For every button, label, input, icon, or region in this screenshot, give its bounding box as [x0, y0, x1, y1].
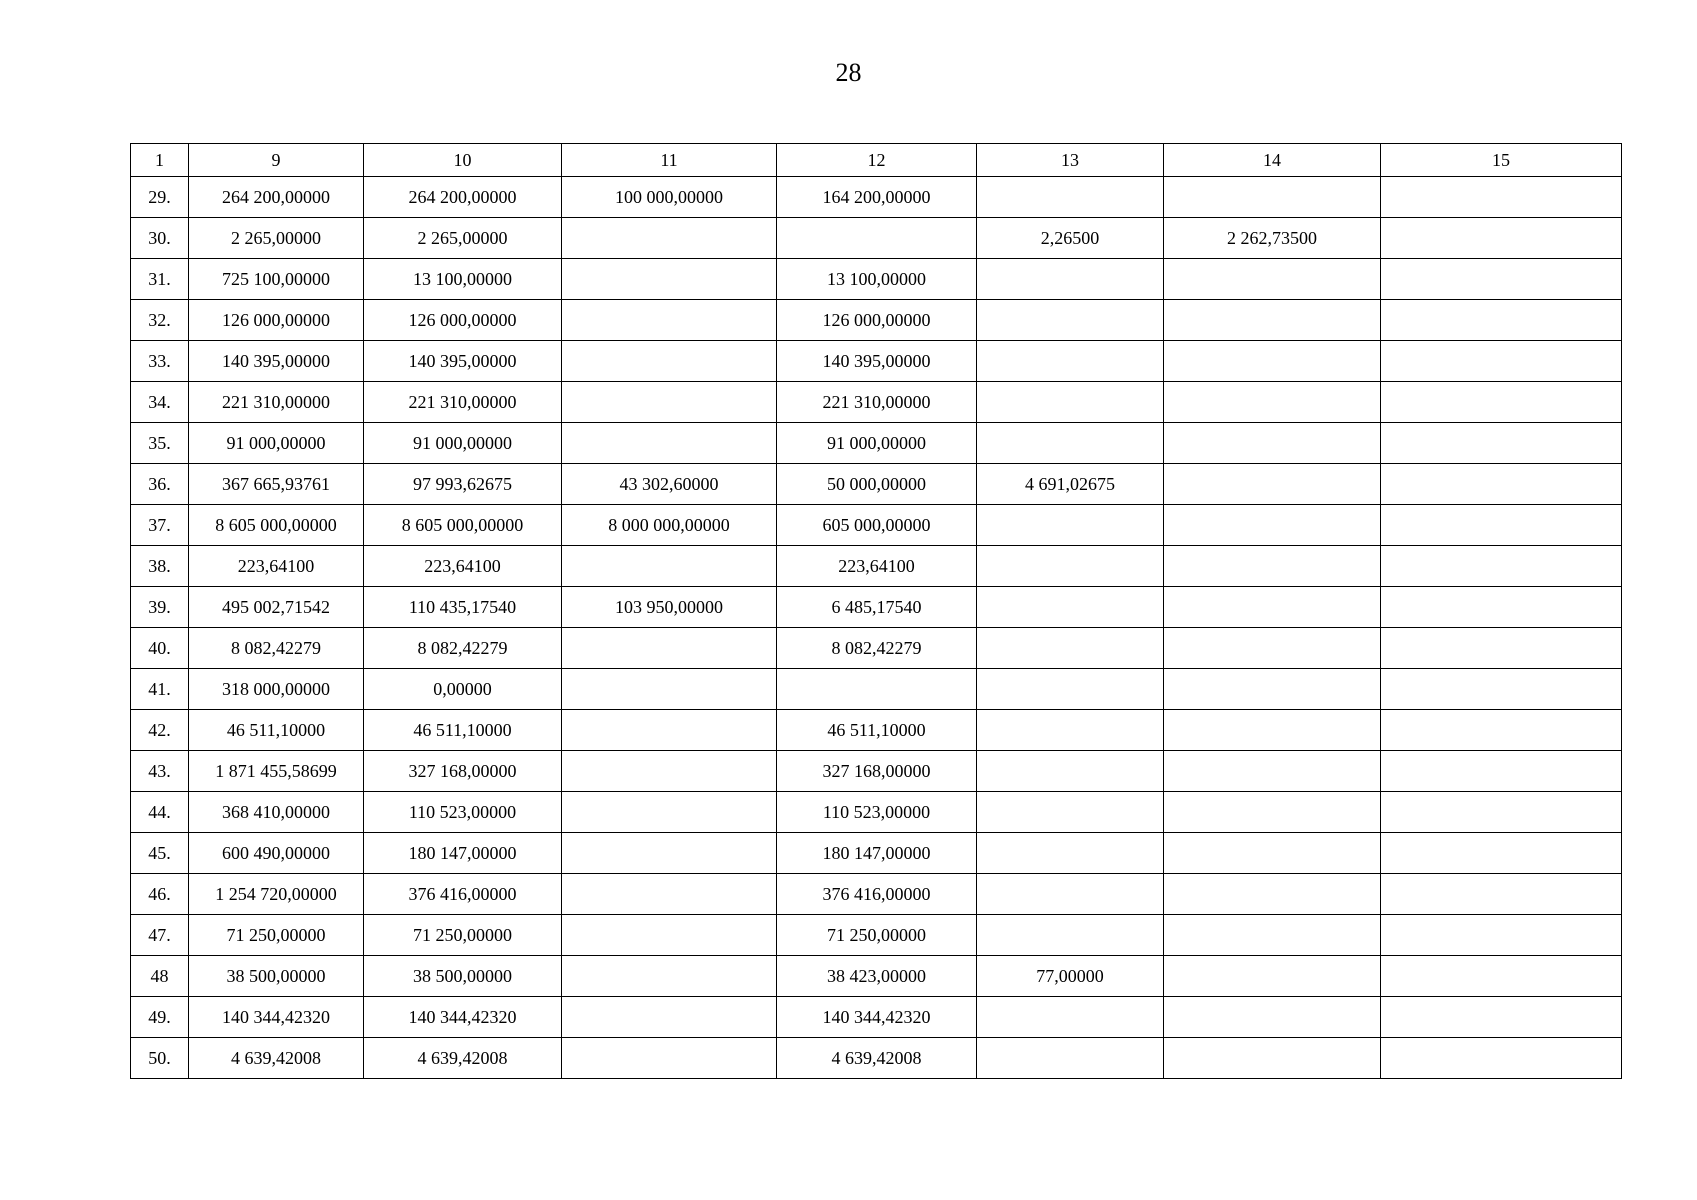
row-number-cell: 32. [131, 300, 189, 341]
table-cell [1381, 710, 1622, 751]
table-cell [1381, 915, 1622, 956]
table-row [131, 423, 1622, 464]
table-cell [977, 1038, 1164, 1079]
table-cell: 1 871 455,58699 [189, 751, 364, 792]
table-cell [1381, 218, 1622, 259]
table-cell: 376 416,00000 [364, 874, 562, 915]
row-number-cell: 38. [131, 546, 189, 587]
table-cell [1164, 341, 1381, 382]
table-cell: 4 639,42008 [364, 1038, 562, 1079]
table-cell [1381, 956, 1622, 997]
table-cell: 91 000,00000 [364, 423, 562, 464]
table-cell: 2,26500 [977, 218, 1164, 259]
table-cell [977, 792, 1164, 833]
table-cell: 8 082,42279 [364, 628, 562, 669]
column-header-cell: 9 [189, 144, 364, 177]
table-cell: 2 265,00000 [189, 218, 364, 259]
table-cell: 103 950,00000 [562, 587, 777, 628]
table-cell: 140 344,42320 [189, 997, 364, 1038]
table-cell: 327 168,00000 [364, 751, 562, 792]
table-cell: 368 410,00000 [189, 792, 364, 833]
table-cell [977, 505, 1164, 546]
table-cell [562, 751, 777, 792]
table-cell [1381, 341, 1622, 382]
row-number-cell: 31. [131, 259, 189, 300]
table-cell: 38 423,00000 [777, 956, 977, 997]
table-cell [977, 587, 1164, 628]
table-cell [1164, 710, 1381, 751]
row-number-cell: 33. [131, 341, 189, 382]
column-header-cell: 11 [562, 144, 777, 177]
table-cell [1164, 300, 1381, 341]
table-cell: 264 200,00000 [189, 177, 364, 218]
table-cell: 0,00000 [364, 669, 562, 710]
table-cell: 110 523,00000 [777, 792, 977, 833]
table-cell [562, 874, 777, 915]
table-cell [977, 423, 1164, 464]
table-cell [562, 915, 777, 956]
table-cell [562, 218, 777, 259]
table-cell: 140 344,42320 [364, 997, 562, 1038]
table-cell: 327 168,00000 [777, 751, 977, 792]
table-cell [562, 669, 777, 710]
table-cell: 140 344,42320 [777, 997, 977, 1038]
table-cell [1381, 259, 1622, 300]
table-cell: 126 000,00000 [364, 300, 562, 341]
table-body [131, 144, 1622, 1079]
table-cell [562, 341, 777, 382]
table-cell [1381, 997, 1622, 1038]
table-cell: 71 250,00000 [777, 915, 977, 956]
table-row [131, 300, 1622, 341]
column-header-cell: 10 [364, 144, 562, 177]
table-row [131, 382, 1622, 423]
table-row [131, 669, 1622, 710]
table-cell: 43 302,60000 [562, 464, 777, 505]
table-cell: 180 147,00000 [777, 833, 977, 874]
table-cell [977, 382, 1164, 423]
row-number-cell: 48 [131, 956, 189, 997]
row-number-cell: 37. [131, 505, 189, 546]
table-cell: 100 000,00000 [562, 177, 777, 218]
table-cell [1164, 833, 1381, 874]
row-number-cell: 50. [131, 1038, 189, 1079]
table-cell [1164, 587, 1381, 628]
table-cell: 725 100,00000 [189, 259, 364, 300]
table-cell [1164, 915, 1381, 956]
table-cell: 91 000,00000 [189, 423, 364, 464]
table-row [131, 628, 1622, 669]
table-cell [977, 300, 1164, 341]
table-cell: 367 665,93761 [189, 464, 364, 505]
table-cell [977, 546, 1164, 587]
table-cell: 180 147,00000 [364, 833, 562, 874]
table-cell [1381, 177, 1622, 218]
table-cell: 2 262,73500 [1164, 218, 1381, 259]
table-cell [562, 997, 777, 1038]
table-cell [1381, 587, 1622, 628]
table-cell [1381, 833, 1622, 874]
table-cell: 223,64100 [364, 546, 562, 587]
table-cell: 221 310,00000 [777, 382, 977, 423]
table-row [131, 997, 1622, 1038]
table-row [131, 915, 1622, 956]
table-row [131, 464, 1622, 505]
table-cell [562, 710, 777, 751]
column-header-row [131, 144, 1622, 177]
table-cell [1164, 997, 1381, 1038]
table-cell: 2 265,00000 [364, 218, 562, 259]
table-cell: 221 310,00000 [364, 382, 562, 423]
table-cell: 13 100,00000 [364, 259, 562, 300]
table-cell: 126 000,00000 [777, 300, 977, 341]
table-cell: 38 500,00000 [364, 956, 562, 997]
table-row [131, 546, 1622, 587]
table-row [131, 792, 1622, 833]
table-cell [1164, 628, 1381, 669]
table-cell [562, 423, 777, 464]
table-cell: 8 082,42279 [777, 628, 977, 669]
table-cell [1381, 792, 1622, 833]
table-cell [1164, 464, 1381, 505]
table-cell [562, 833, 777, 874]
table-cell [977, 874, 1164, 915]
table-cell [1381, 382, 1622, 423]
table-cell [1381, 423, 1622, 464]
table-cell [1164, 423, 1381, 464]
row-number-cell: 49. [131, 997, 189, 1038]
table-cell [562, 259, 777, 300]
table-cell [1381, 464, 1622, 505]
table-cell [977, 997, 1164, 1038]
table-cell [977, 710, 1164, 751]
table-cell [1164, 1038, 1381, 1079]
table-cell: 140 395,00000 [364, 341, 562, 382]
table-cell: 223,64100 [189, 546, 364, 587]
table-cell [1381, 546, 1622, 587]
table-cell [562, 628, 777, 669]
table-row [131, 751, 1622, 792]
table-cell: 376 416,00000 [777, 874, 977, 915]
table-cell: 495 002,71542 [189, 587, 364, 628]
table-cell [562, 792, 777, 833]
row-number-cell: 47. [131, 915, 189, 956]
row-number-cell: 45. [131, 833, 189, 874]
table-cell [1164, 505, 1381, 546]
table-cell [1164, 177, 1381, 218]
table-row [131, 341, 1622, 382]
row-number-cell: 34. [131, 382, 189, 423]
table-row [131, 956, 1622, 997]
row-number-cell: 35. [131, 423, 189, 464]
row-number-cell: 41. [131, 669, 189, 710]
table-row [131, 587, 1622, 628]
table-cell: 13 100,00000 [777, 259, 977, 300]
table-cell: 38 500,00000 [189, 956, 364, 997]
table-cell: 50 000,00000 [777, 464, 977, 505]
table-cell: 8 000 000,00000 [562, 505, 777, 546]
table-cell [977, 751, 1164, 792]
column-header-cell: 12 [777, 144, 977, 177]
table-cell [1381, 751, 1622, 792]
table-cell: 1 254 720,00000 [189, 874, 364, 915]
table-cell [1381, 505, 1622, 546]
table-cell: 6 485,17540 [777, 587, 977, 628]
table-cell: 77,00000 [977, 956, 1164, 997]
table-cell [1164, 792, 1381, 833]
table-cell [977, 259, 1164, 300]
table-cell [977, 177, 1164, 218]
table-cell [977, 669, 1164, 710]
table-cell [1381, 874, 1622, 915]
row-number-cell: 29. [131, 177, 189, 218]
row-number-cell: 30. [131, 218, 189, 259]
row-number-cell: 40. [131, 628, 189, 669]
table-cell [977, 628, 1164, 669]
row-number-cell: 44. [131, 792, 189, 833]
table-cell: 164 200,00000 [777, 177, 977, 218]
table-cell: 8 605 000,00000 [364, 505, 562, 546]
table-cell: 110 523,00000 [364, 792, 562, 833]
table-cell [1164, 546, 1381, 587]
table-row [131, 833, 1622, 874]
table-cell: 140 395,00000 [189, 341, 364, 382]
table-row [131, 505, 1622, 546]
table-cell [562, 956, 777, 997]
table-cell: 4 691,02675 [977, 464, 1164, 505]
table-row [131, 1038, 1622, 1079]
table-cell [1381, 628, 1622, 669]
table-cell [1164, 382, 1381, 423]
table-cell: 46 511,10000 [189, 710, 364, 751]
table-cell [1164, 874, 1381, 915]
page-number: 28 [835, 58, 862, 87]
table-cell: 140 395,00000 [777, 341, 977, 382]
table-cell [562, 1038, 777, 1079]
table-cell: 71 250,00000 [364, 915, 562, 956]
table-cell [777, 669, 977, 710]
table-cell [562, 300, 777, 341]
table-cell: 8 605 000,00000 [189, 505, 364, 546]
column-header-cell: 1 [131, 144, 189, 177]
data-table [130, 143, 1622, 1079]
column-header-cell: 13 [977, 144, 1164, 177]
table-row [131, 177, 1622, 218]
table-cell [1381, 1038, 1622, 1079]
table-cell [777, 218, 977, 259]
table-row [131, 710, 1622, 751]
table-cell: 605 000,00000 [777, 505, 977, 546]
table-cell [1381, 669, 1622, 710]
row-number-cell: 43. [131, 751, 189, 792]
table-cell [1381, 300, 1622, 341]
table-row [131, 259, 1622, 300]
table-cell [977, 915, 1164, 956]
table-cell [562, 546, 777, 587]
table-cell [1164, 669, 1381, 710]
row-number-cell: 42. [131, 710, 189, 751]
table-cell: 110 435,17540 [364, 587, 562, 628]
table-cell [1164, 751, 1381, 792]
table-cell: 4 639,42008 [189, 1038, 364, 1079]
table-cell: 8 082,42279 [189, 628, 364, 669]
table-cell [562, 382, 777, 423]
table-cell: 221 310,00000 [189, 382, 364, 423]
table-cell: 264 200,00000 [364, 177, 562, 218]
table-cell [977, 341, 1164, 382]
table-cell: 71 250,00000 [189, 915, 364, 956]
table-cell [1164, 956, 1381, 997]
table-cell: 600 490,00000 [189, 833, 364, 874]
table-cell [977, 833, 1164, 874]
table-row [131, 874, 1622, 915]
row-number-cell: 36. [131, 464, 189, 505]
table-cell: 91 000,00000 [777, 423, 977, 464]
row-number-cell: 46. [131, 874, 189, 915]
table-cell [1164, 259, 1381, 300]
table-row [131, 218, 1622, 259]
column-header-cell: 15 [1381, 144, 1622, 177]
table-cell: 4 639,42008 [777, 1038, 977, 1079]
table-cell: 318 000,00000 [189, 669, 364, 710]
row-number-cell: 39. [131, 587, 189, 628]
table-cell: 223,64100 [777, 546, 977, 587]
table-cell: 46 511,10000 [364, 710, 562, 751]
table-cell: 97 993,62675 [364, 464, 562, 505]
table-cell: 46 511,10000 [777, 710, 977, 751]
column-header-cell: 14 [1164, 144, 1381, 177]
table-cell: 126 000,00000 [189, 300, 364, 341]
